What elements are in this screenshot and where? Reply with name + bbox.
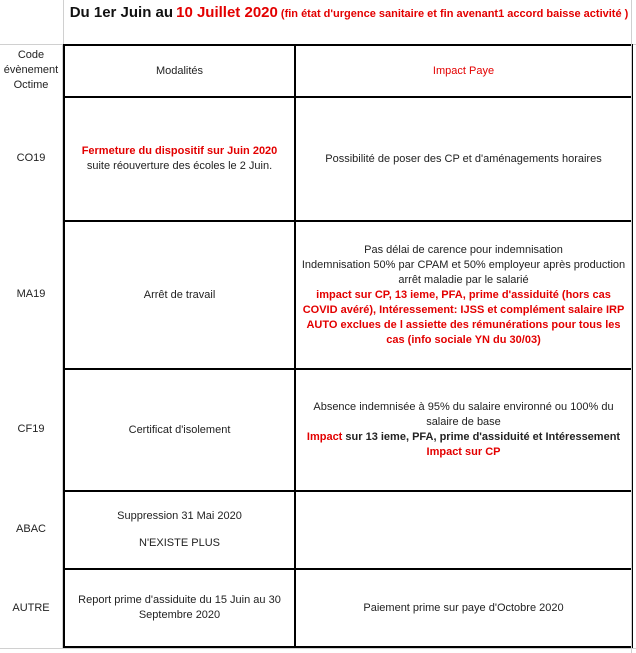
header-impact: [296, 44, 633, 96]
header-modalites: [63, 44, 296, 96]
code-ma19: MA19: [16, 287, 46, 300]
impact-ma19-highlight: impact sur CP, 13 ieme, PFA, prime d'assiduité (hors cas COVID avéré), Intéressement: IJSS et complément salaire IRP AUTO exclues de l assiette des rémunérations pour tous les cas (info sociale YN du 30/03): [302, 288, 625, 346]
modalite-co19-highlight: Fermeture du dispositif sur Juin 2020: [81, 145, 278, 157]
table-row: [0, 568, 636, 648]
code-co19: CO19: [16, 151, 46, 164]
modalite-cf19: Certificat d'isolement: [128, 423, 231, 436]
impact-co19: Possibilité de poser des CP et d'aménagements horaires: [325, 152, 602, 165]
modalite-cell: [63, 368, 296, 490]
modalite-co19: [69, 144, 290, 174]
header-modalites-label: Modalités: [155, 64, 204, 77]
impact-cell: [296, 368, 633, 490]
modalite-ma19: Arrêt de travail: [143, 288, 216, 301]
impact-ma19: [300, 243, 627, 348]
title-note: (fin état d'urgence sanitaire et fin avenant1 accord baisse activité ): [280, 8, 629, 20]
header-impact-label: Impact Paye: [432, 64, 495, 77]
column-header-row: [0, 44, 636, 96]
impact-cell: [296, 96, 633, 220]
code-cell: [0, 568, 63, 648]
table-row: [0, 220, 636, 368]
table-row: [0, 368, 636, 490]
code-cell: [0, 490, 63, 568]
impact-cell: [296, 490, 633, 568]
modalite-abac: [117, 509, 242, 551]
table-row: [0, 490, 636, 568]
impact-cf19-line2: [300, 430, 627, 445]
impact-ma19-line2: Indemnisation 50% par CPAM et 50% employeur après production arrêt maladie par le salarié: [301, 258, 626, 286]
title-row: [0, 0, 636, 45]
impact-cf19-line1: Absence indemnisée à 95% du salaire environné ou 100% du salaire de base: [313, 401, 614, 428]
page-title: [64, 4, 634, 23]
table-row: [0, 96, 636, 220]
code-cell: [0, 96, 63, 220]
header-code: [0, 44, 63, 96]
impact-cf19-rest: sur 13 ieme, PFA, prime d'assiduité et Intéressement: [342, 431, 621, 443]
impact-autre: Paiement prime sur paye d'Octobre 2020: [363, 601, 564, 614]
grid-right-edge: [631, 0, 636, 653]
title-date: 10 Juillet 2020: [176, 4, 278, 21]
modalite-abac-line1: Suppression 31 Mai 2020: [117, 510, 242, 522]
code-autre: AUTRE: [12, 601, 50, 614]
code-abac: ABAC: [16, 522, 46, 535]
impact-cf19: [300, 400, 627, 460]
impact-cf19-cp: Impact sur CP: [426, 446, 501, 458]
modalite-cell: [63, 96, 296, 220]
modalite-cell: [63, 490, 296, 568]
modalite-cell: [63, 220, 296, 368]
title-prefix: Du 1er Juin au: [69, 4, 174, 21]
code-cell: [0, 368, 63, 490]
modalite-abac-line2: N'EXISTE PLUS: [139, 537, 220, 549]
impact-cf19-word: Impact: [306, 431, 343, 443]
modalite-cell: [63, 568, 296, 648]
code-cf19: CF19: [17, 422, 45, 435]
modalite-co19-rest: suite réouverture des écoles le 2 Juin.: [86, 160, 273, 172]
impact-cell: [296, 220, 633, 368]
code-cell: [0, 220, 63, 368]
grid-bottom-line: [0, 648, 636, 649]
modalite-autre: Report prime d'assiduite du 15 Juin au 30 Septembre 2020: [78, 594, 281, 621]
impact-ma19-line1: Pas délai de carence pour indemnisation: [364, 243, 563, 256]
impact-cell: [296, 568, 633, 648]
title-row-blank-cell: [0, 0, 64, 44]
header-code-label: Code évènement Octime: [3, 48, 59, 91]
